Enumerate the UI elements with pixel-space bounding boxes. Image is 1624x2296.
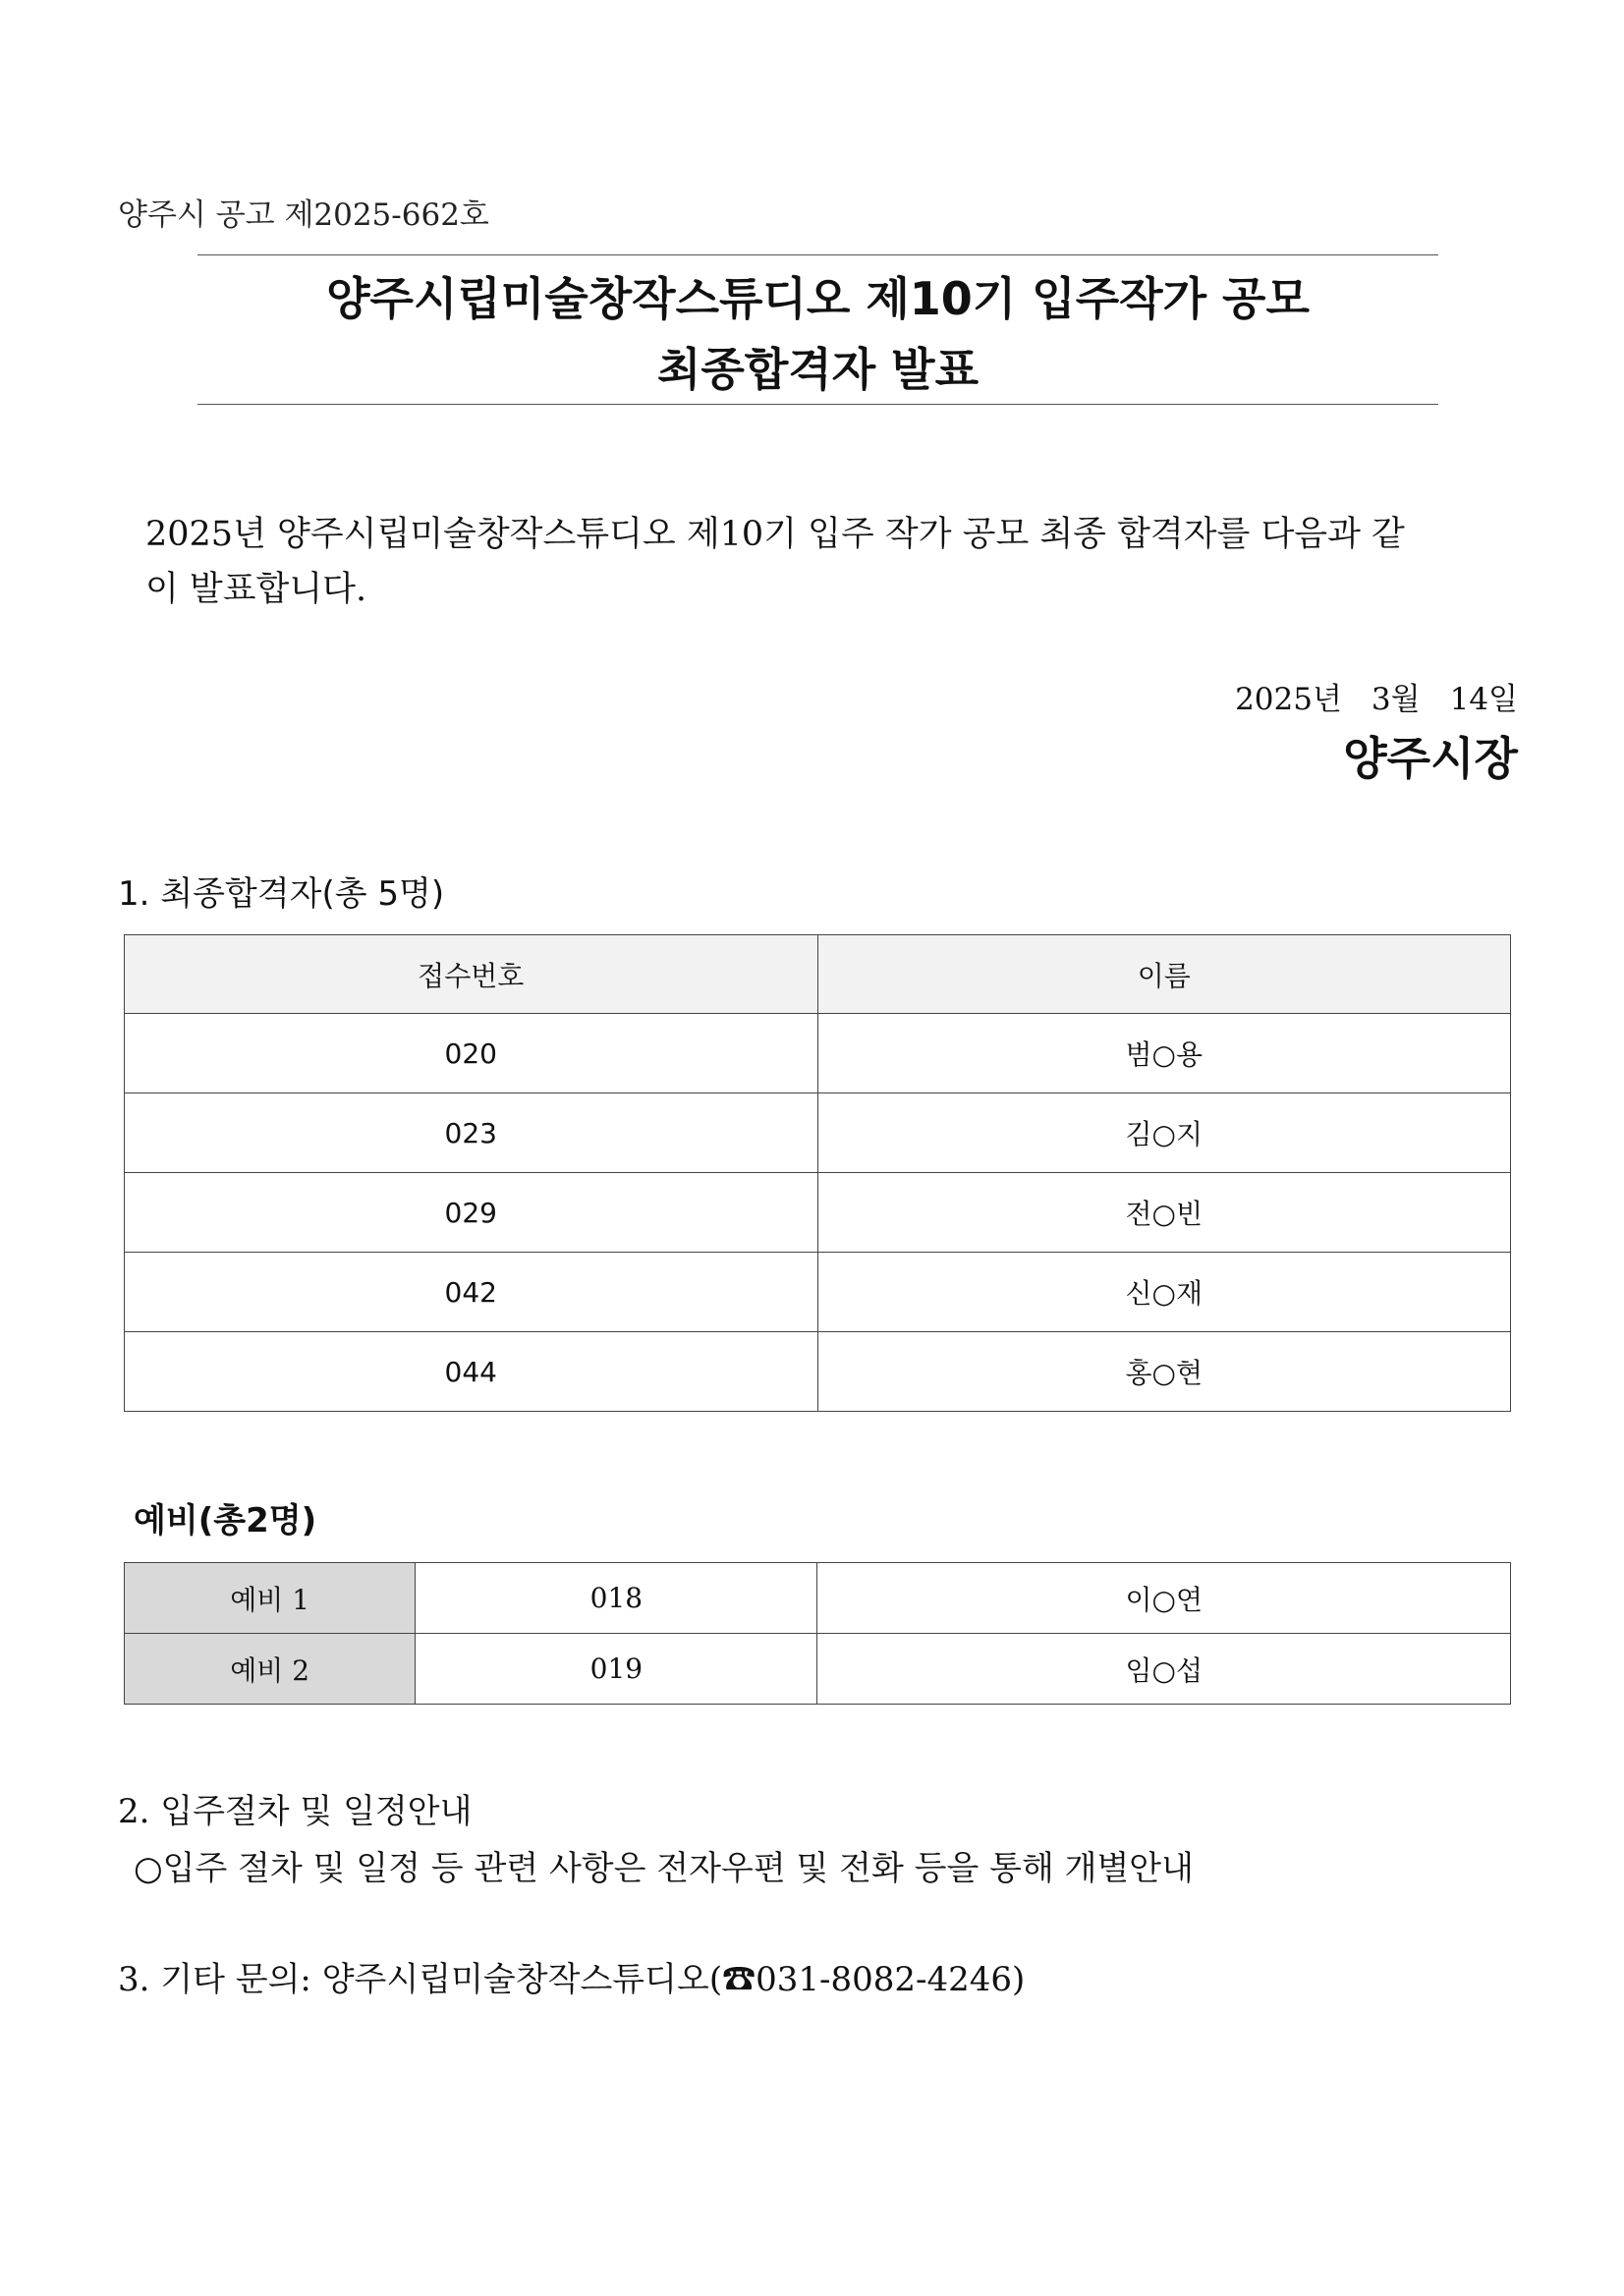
announcement-date	[1235, 674, 1518, 718]
reserve-label: 예비 1	[125, 1563, 416, 1634]
registration-number: 020	[125, 1014, 818, 1093]
date-month: 3월	[1371, 682, 1421, 717]
finalist-name: 신○재	[817, 1253, 1511, 1332]
column-header-number: 접수번호	[125, 935, 818, 1014]
reserve-heading: 예비(총2명)	[134, 1501, 317, 1540]
registration-number: 023	[125, 1093, 818, 1173]
reserve-name: 임○섭	[817, 1634, 1511, 1705]
intro-line-2: 이 발표합니다.	[145, 570, 367, 609]
title-line-1: 양주시립미술창작스튜디오 제10기 입주작가 공모	[326, 272, 1310, 325]
table-row	[125, 1014, 1511, 1093]
title-top-rule	[197, 254, 1438, 255]
section3-contact: 3. 기타 문의: 양주시립미술창작스튜디오(☎031-8082-4246)	[118, 1960, 1026, 1999]
reserve-name: 이○연	[817, 1563, 1511, 1634]
date-year: 2025년	[1235, 682, 1342, 717]
table-row	[125, 1253, 1511, 1332]
registration-number: 018	[416, 1563, 817, 1634]
section2-body: ○입주 절차 및 일정 등 관련 사항은 전자우편 및 전화 등을 통해 개별안내	[134, 1849, 1194, 1888]
title-bottom-rule	[197, 404, 1438, 405]
registration-number: 044	[125, 1332, 818, 1412]
registration-number: 029	[125, 1173, 818, 1253]
section1-heading: 1. 최종합격자(총 5명)	[118, 874, 445, 914]
registration-number: 019	[416, 1634, 817, 1705]
reserve-table	[124, 1562, 1511, 1705]
finalists-table	[124, 934, 1511, 1412]
table-row	[125, 1332, 1511, 1412]
table-row	[125, 1563, 1511, 1634]
finalist-name: 전○빈	[817, 1173, 1511, 1253]
table-row	[125, 1173, 1511, 1253]
column-header-name: 이름	[817, 935, 1511, 1014]
notice-number: 양주시 공고 제2025-662호	[118, 197, 489, 233]
finalist-name: 범○용	[817, 1014, 1511, 1093]
table-row	[125, 1634, 1511, 1705]
date-day: 14일	[1449, 682, 1518, 717]
finalist-name: 홍○현	[817, 1332, 1511, 1412]
title-line-2: 최종합격자 발표	[656, 343, 980, 396]
reserve-label: 예비 2	[125, 1634, 416, 1705]
section2-heading: 2. 입주절차 및 일정안내	[118, 1792, 473, 1831]
intro-line-1: 2025년 양주시립미술창작스튜디오 제10기 입주 작가 공모 최종 합격자를 다음과 같	[145, 515, 1405, 554]
table-row	[125, 1093, 1511, 1173]
registration-number: 042	[125, 1253, 818, 1332]
finalist-name: 김○지	[817, 1093, 1511, 1173]
table-header-row	[125, 935, 1511, 1014]
signer: 양주시장	[1343, 732, 1518, 785]
